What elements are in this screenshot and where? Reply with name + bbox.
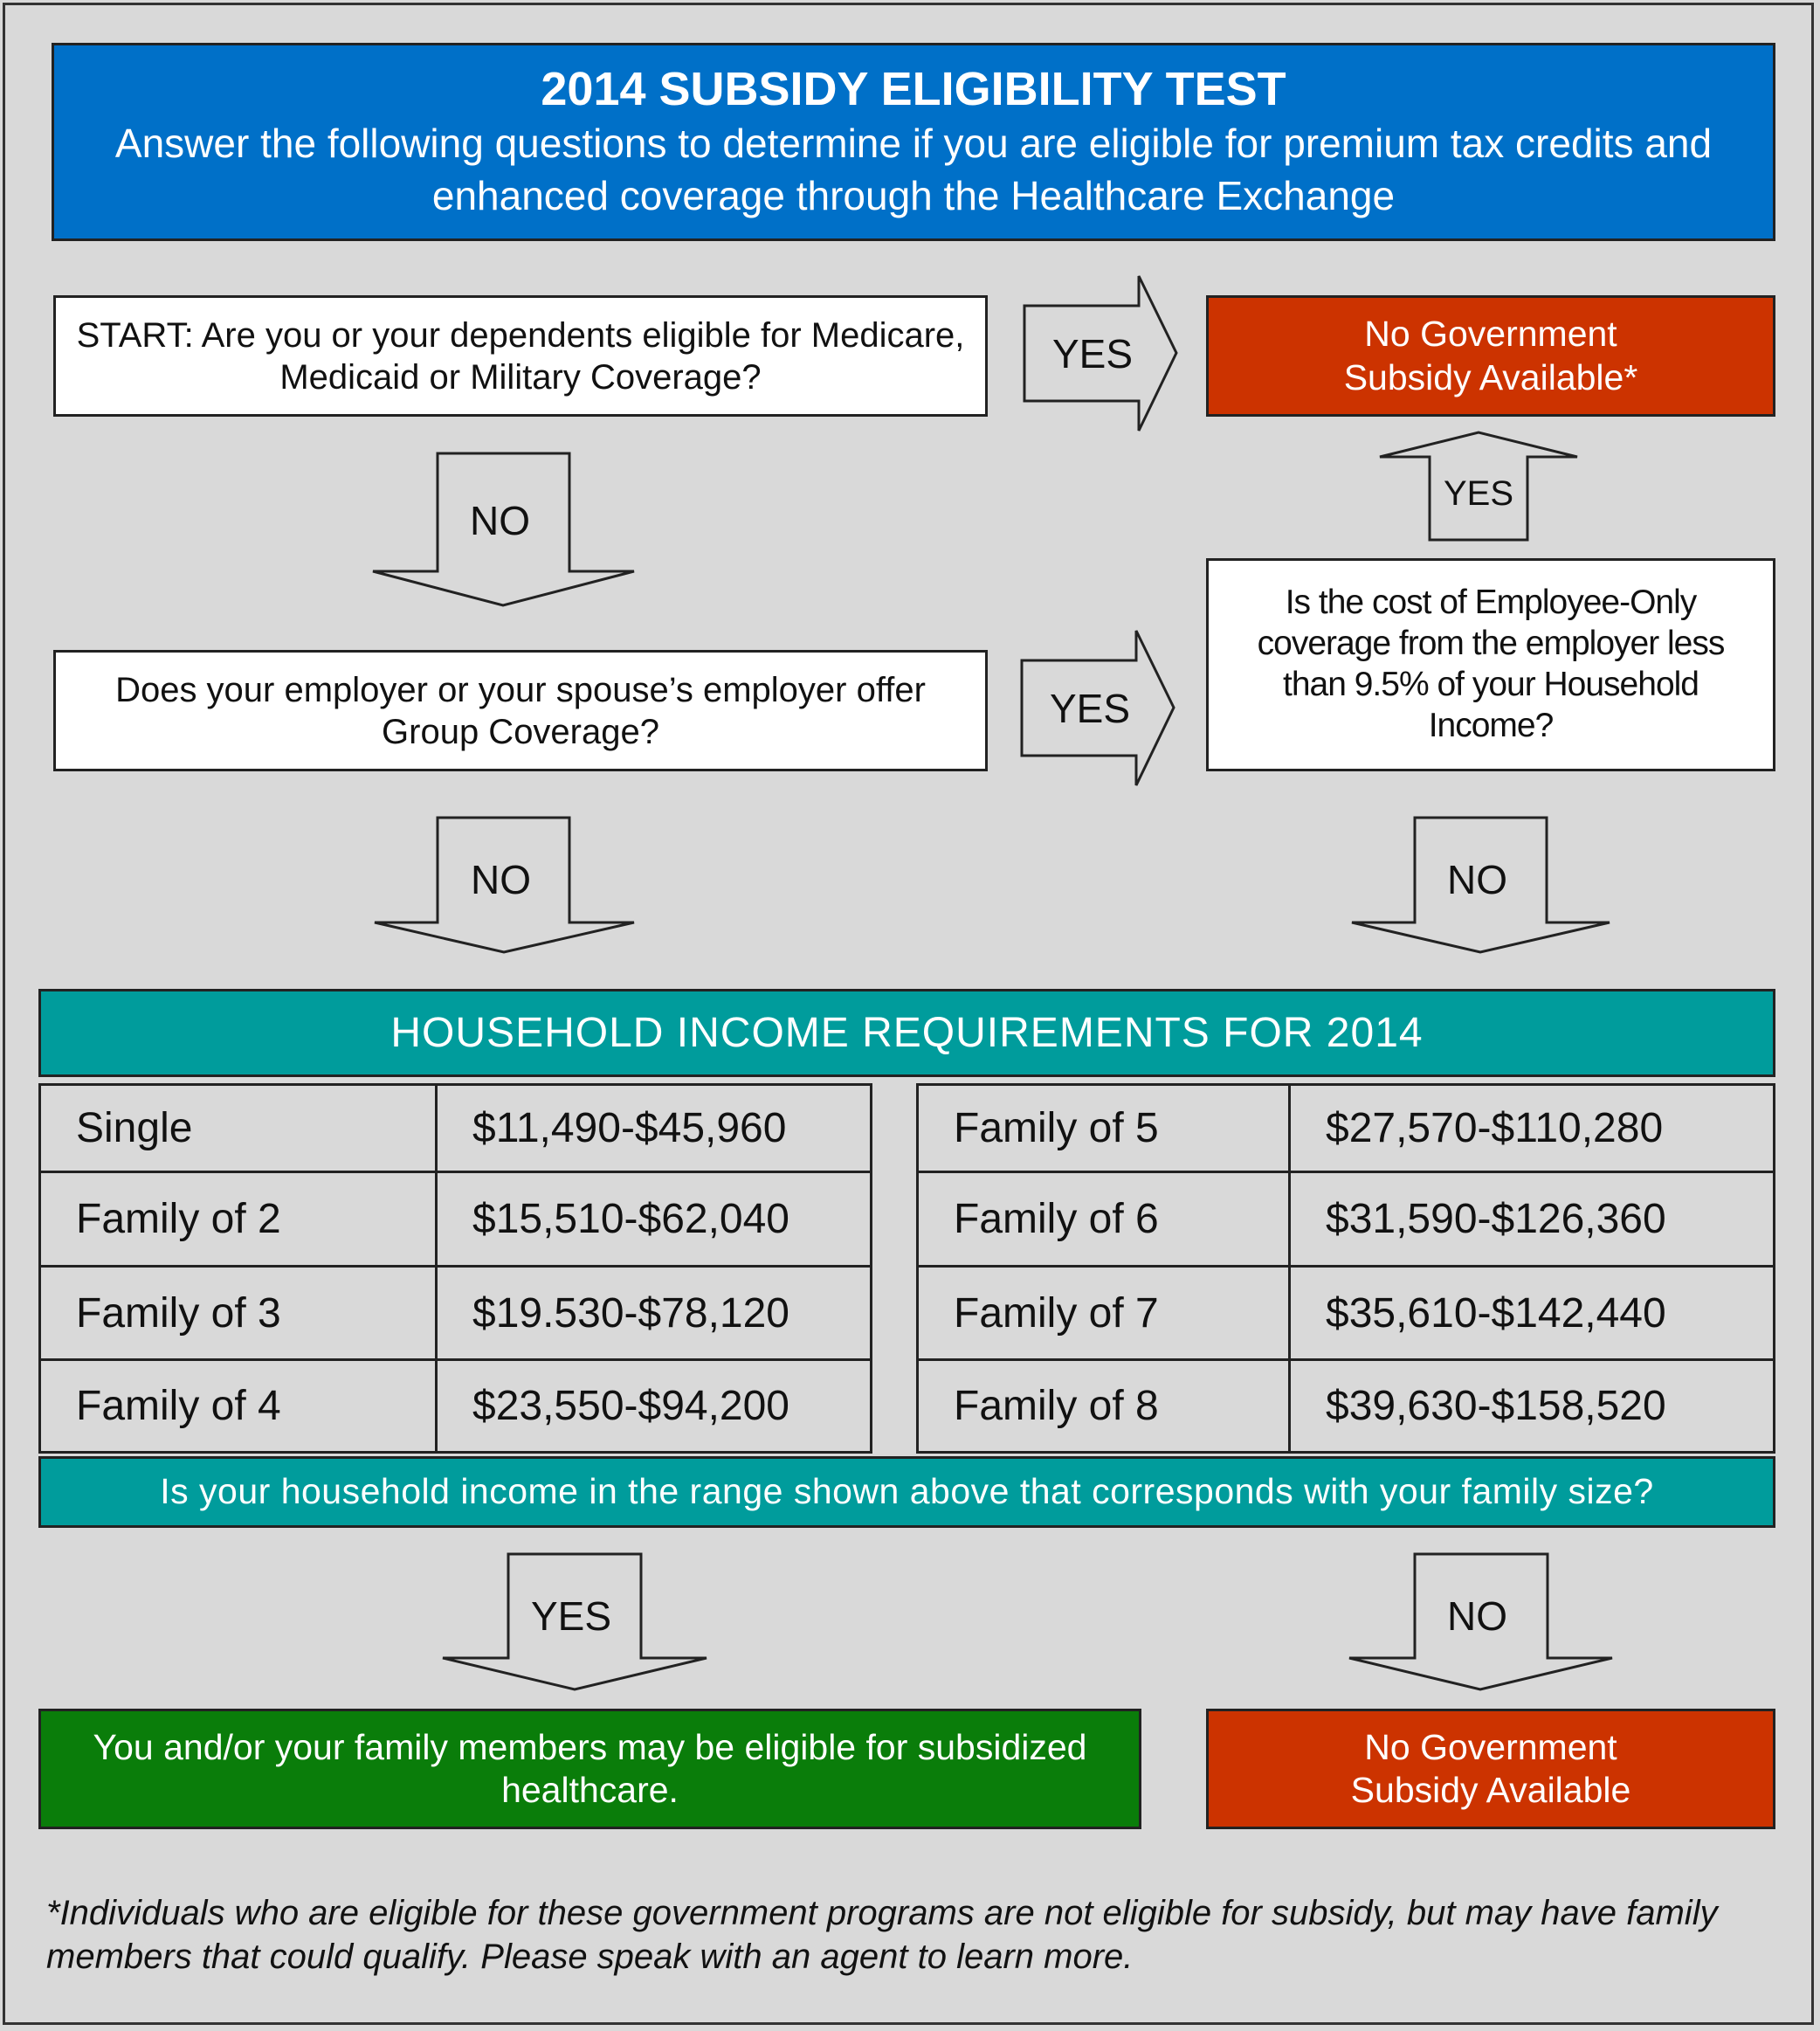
household-size-cell: Family of 2 [40, 1172, 437, 1267]
income-row [40, 1267, 872, 1360]
question-cost-text: Is the cost of Employee-Only coverage from the employer less than 9.5% of your Household Income? [1257, 584, 1725, 744]
income-row [918, 1085, 1775, 1172]
no-label: NO [471, 857, 531, 902]
question-employer-text: Does your employer or your spouse’s employer offer Group Coverage? [115, 670, 926, 751]
income-row [40, 1172, 872, 1267]
income-range-cell: $35,610-$142,440 [1290, 1267, 1775, 1360]
income-title-banner [38, 989, 1775, 1077]
income-row [40, 1360, 872, 1453]
income-range-cell: $23,550-$94,200 [437, 1360, 872, 1453]
income-range-cell: $31,590-$126,360 [1290, 1172, 1775, 1267]
yes-label: YES [1052, 331, 1134, 376]
income-question-banner [38, 1456, 1775, 1528]
yes-label: YES [1444, 474, 1514, 513]
income-table-left [38, 1083, 872, 1454]
household-size-cell: Family of 4 [40, 1360, 437, 1453]
income-row [918, 1267, 1775, 1360]
no-arrow-down-1 [371, 452, 636, 607]
question-start-box [53, 295, 988, 417]
income-row [918, 1360, 1775, 1453]
eligible-result-box [38, 1709, 1141, 1829]
yes-label: YES [1050, 686, 1131, 731]
no-subsidy-text-top: No Government Subsidy Available* [1343, 314, 1638, 397]
question-cost-box [1206, 558, 1775, 771]
footnote: *Individuals who are eligible for these government programs are not eligible for subsidy, but may have family members that could qualify. Please speak with an agent to learn more. [46, 1894, 1718, 1976]
no-label: NO [1447, 1593, 1507, 1639]
no-label: NO [470, 498, 530, 543]
yes-arrow-right-2 [1020, 629, 1175, 787]
yes-arrow-down [441, 1552, 708, 1691]
header-banner [52, 43, 1775, 241]
no-arrow-down-3 [1350, 816, 1611, 954]
page-subtitle: Answer the following questions to determine if you are eligible for premium tax credits and enhanced coverage through the Healthcare Exchange [114, 121, 1713, 218]
income-range-cell: $27,570-$110,280 [1290, 1085, 1775, 1172]
no-subsidy-text-bottom: No Government Subsidy Available [1350, 1726, 1631, 1810]
household-size-cell: Family of 3 [40, 1267, 437, 1360]
income-question-text: Is your household income in the range shown above that corresponds with your family size? [160, 1471, 1654, 1512]
income-row [918, 1172, 1775, 1267]
question-start-text: START: Are you or your dependents eligible for Medicare, Medicaid or Military Coverage? [76, 315, 965, 397]
income-range-cell: $39,630-$158,520 [1290, 1360, 1775, 1453]
income-range-cell: $11,490-$45,960 [437, 1085, 872, 1172]
no-subsidy-box-bottom [1206, 1709, 1775, 1829]
no-subsidy-box-top [1206, 295, 1775, 417]
income-table-right [916, 1083, 1775, 1454]
no-label: NO [1447, 857, 1507, 902]
yes-arrow-right-1 [1023, 274, 1178, 432]
income-range-cell: $19.530-$78,120 [437, 1267, 872, 1360]
household-size-cell: Family of 8 [918, 1360, 1290, 1453]
household-size-cell: Family of 6 [918, 1172, 1290, 1267]
no-arrow-down-2 [373, 816, 636, 954]
question-employer-box [53, 650, 988, 771]
income-title: HOUSEHOLD INCOME REQUIREMENTS FOR 2014 [390, 1009, 1424, 1056]
yes-label: YES [531, 1593, 612, 1639]
household-size-cell: Family of 5 [918, 1085, 1290, 1172]
household-size-cell: Family of 7 [918, 1267, 1290, 1360]
income-row [40, 1085, 872, 1172]
household-size-cell: Single [40, 1085, 437, 1172]
income-range-cell: $15,510-$62,040 [437, 1172, 872, 1267]
page-title: 2014 SUBSIDY ELIGIBILITY TEST [541, 63, 1286, 116]
yes-arrow-up [1378, 431, 1579, 542]
eligible-result-text: You and/or your family members may be eligible for subsidized healthcare. [93, 1726, 1087, 1810]
no-arrow-down-4 [1348, 1552, 1614, 1691]
